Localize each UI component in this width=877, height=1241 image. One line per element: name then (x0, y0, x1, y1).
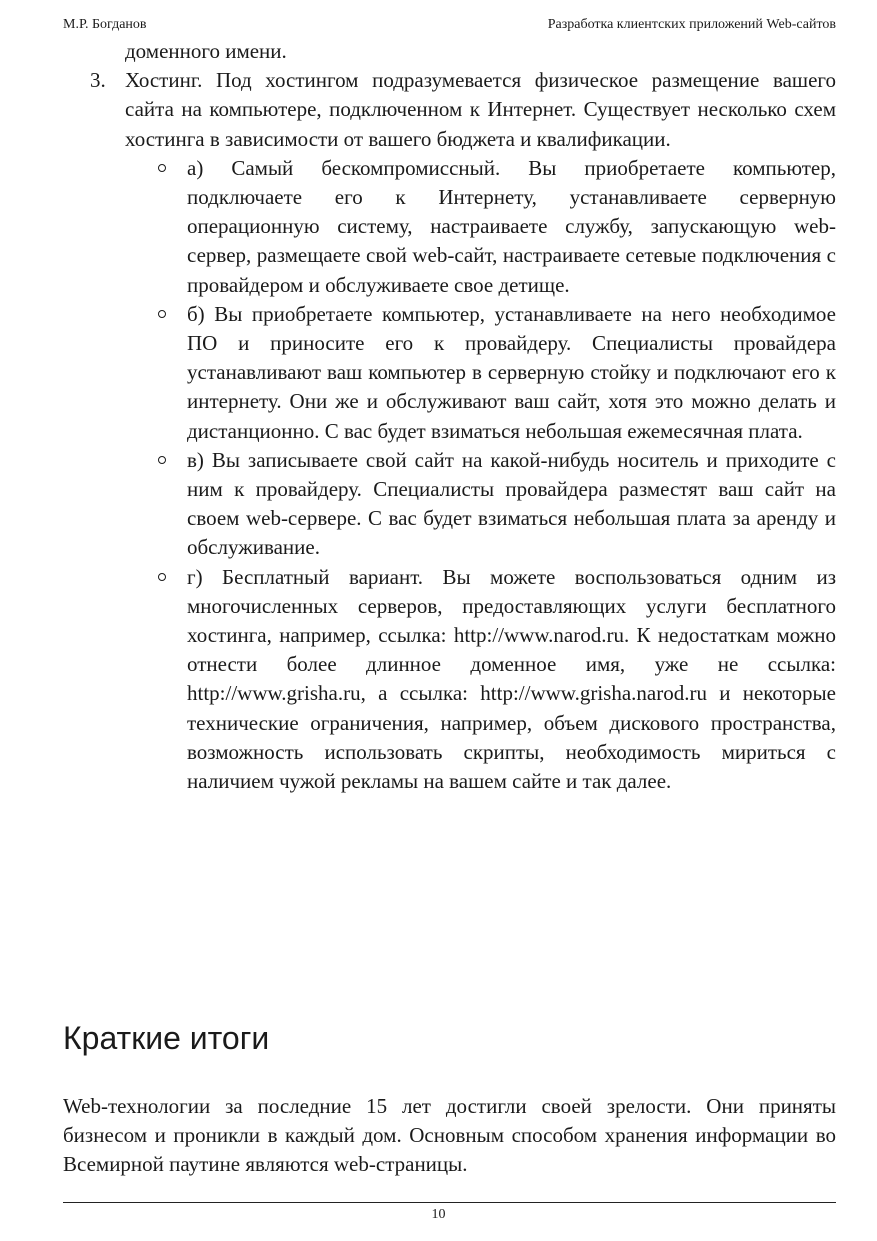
list-item (187, 563, 836, 797)
option-text: б) Вы приобретаете компьютер, устанавливаете на него необходимое ПО и приносите его к провайдеру. Специалисты провайдера устанавливают ваш компьютер в серверную стойку и подключают его к интернету. Они же и обслуживают ваш сайт, хотя это можно делать и дистанционно. С вас будет взиматься небольшая ежемесячная плата. (187, 301, 836, 443)
list-number: 3. (90, 68, 106, 93)
circle-bullet-icon (158, 164, 166, 172)
list-item (187, 446, 836, 563)
footer-divider (63, 1202, 836, 1203)
page-number: 10 (431, 1207, 446, 1222)
header-title: Разработка клиентских приложений Web-сайтов (547, 17, 836, 32)
list-item (187, 154, 836, 300)
option-text: в) Вы записываете свой сайт на какой-нибудь носитель и приходите с ним к провайдеру. Специалисты провайдера разместят ваш сайт на своем web-сервере. С вас будет взиматься небольшая плата за аренду и обслуживание. (187, 447, 836, 560)
section-heading: Краткие итоги (63, 1020, 270, 1056)
list-item-hosting (90, 66, 836, 154)
list-item (187, 300, 836, 446)
circle-bullet-icon (158, 310, 166, 318)
circle-bullet-icon (158, 456, 166, 464)
hosting-options-list (63, 154, 836, 796)
summary-paragraph: Web-технологии за последние 15 лет достигли своей зрелости. Они приняты бизнесом и проникли в каждый дом. Основным способом хранения информации во Всемирной паутине являются web-страницы. (63, 1094, 836, 1177)
page-body (63, 37, 836, 796)
option-text: а) Самый бескомпромиссный. Вы приобретаете компьютер, подключаете его к Интернету, устанавливаете серверную операционную систему, настраиваете службу, запускающую web-сервер, размещаете свой web-сайт, настраиваете сетевые подключения с провайдером и обслуживаете свое детище. (187, 155, 836, 297)
circle-bullet-icon (158, 573, 166, 581)
header-author: М.Р. Богданов (63, 17, 147, 32)
page-header (63, 15, 836, 35)
continued-text: доменного имени. (125, 39, 287, 63)
list-item-text: Хостинг. Под хостингом подразумевается физическое размещение вашего сайта на компьютере, подключенном к Интернет. Существует несколько схем хостинга в зависимости от вашего бюджета и квалификации. (125, 68, 836, 151)
option-text: г) Бесплатный вариант. Вы можете воспользоваться одним из многочисленных серверов, предоставляющих услуги бесплатного хостинга, например, ссылка: http://www.narod.ru. К недостаткам можно отнести более длинное доменное имя, уже не ссылка: http://www.grisha.ru, а ссылка: http://www.grisha.narod.ru и некоторые технические ограничения, например, объем дискового пространства, возможность использовать скрипты, необходимость мириться с наличием чужой рекламы на вашем сайте и так далее. (187, 564, 836, 794)
